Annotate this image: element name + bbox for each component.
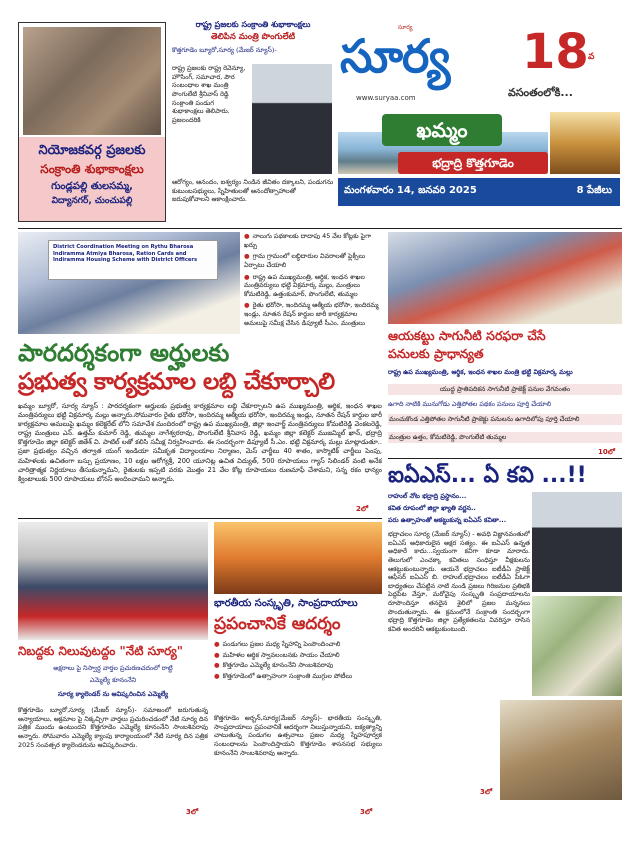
lead-bullets [244,232,382,334]
lower-divider [18,518,382,519]
lead-bullet: ● రాష్ట్ర ఉప ముఖ్యమంత్రి, ఆర్థిక, ఇంధన శాఖల మంత్రివర్యులు భట్టి విక్రమార్క మల్లు, మంత్రులు కోమటిరెడ్డి, ఉత్తంకుమార్, పొంగులేటి, తుమ్మల [244,273,382,299]
lead-headline-1: పారదర్శకంగా అర్హులకు [18,339,230,367]
ias-page-ref[interactable]: 3లో [480,788,493,796]
culture-bullet: ● మహిళల ఆర్థిక స్వావలంబనకు సాయం చేయాలి [214,651,382,660]
lead-headline-2: ప్రభుత్వ కార్యక్రమాల లబ్ది చేకూర్చాలి [18,369,335,395]
left-ad [18,22,166,222]
issue-date: మంగళవారం 14, జనవరి 2025 [344,185,477,196]
ad-photo [23,27,161,135]
culture-body: కొత్తగూడెం అర్బన్,సూర్య(మేజర్ న్యూస్)- భారతీయ సంస్కృతి, సాంప్రదాయాలు ప్రపంచానికే ఆదర్శంగా నిలుస్తున్నాయని, ఐక్యత్యాన్ని చాటుతున్న పండుగల ఉత్సవాలు ప్రజల మధ్య స్నేహపూర్వక సంబంధాలను పెంపొందిస్తాయని కొత్తగూడెం శాసనసభ సభ్యులు కూనంనేని సాంబశివరావు అన్నారు. [214,714,382,757]
lead-body: ఖమ్మం బ్యూరో, సూర్య న్యూస్ : పారదర్శకంగా అర్హులకు ప్రభుత్వ కార్యక్రమాల లబ్ది చేకూర్చాలని ఉప ముఖ్యమంత్రి, ఆర్థిక, ఇంధన శాఖల మంత్రివర్యులు భట్టి విక్రమార్క మల్లు అన్నారు.సోమవారం రైతు భరోసా, ఇందిరమ్మ ఆత్మీయ భరోసా, ఇందిరమ్మ ఇండ్లు, నూతన రేషన్ కార్డుల జారీ కార్యక్రమాల అమలుపై ఖమ్మం కలెక్టరేట్ లోని సమావేశ మందిరంలో రాష్ట్ర ఉప ముఖ్యమంత్రి, జిల్లా ఇంచార్జ్ మంత్రివర్యులు కోమటిరెడ్డి వెంకటరెడ్డి, రాష్ట్ర మంత్రులు ఎన్. ఉత్తమ్ కుమార్ రెడ్డి, తుమ్మల నాగేశ్వరరావు, పొంగులేటి శ్రీనివాస రెడ్డి, ఖమ్మం జిల్లా కలెక్టర్ ముజమ్మిల్ ఖాన్, భద్రాద్రి కొత్తగూడెం జిల్లా కలెక్టర్ జితేశ్ వి. పాటిల్ లతో కలిసి సమీక్ష నిర్వహించారు. ఈ సందర్భంగా డిప్యూటీ సీ.ఎం. భట్టి విక్రమార్క మల్లు మాట్లాడుతూ.. ప్రజా ప్రభుత్వం వచ్చిన తర్వాత యంగ్ ఇండియా సమీకృత విద్యాలయాల నిర్మాణం, మెస్ చార్జీలు 40 శాతం, కాస్మొటిక్ చార్జీలు పెంపు, మహిళలకు ఉచితంగా బస్సు ప్రయాణం, 10 లక్షల ఆరోగ్యశ్రీ, 200 యూనిట్ల ఉచిత విద్యుత్, 500 రూపాయలు గ్యాస్ సిలిండర్ వంటి అనేక చారిత్రాత్మక నిర్ణయాలు తీసుకున్నామని, రైతులకు ఇప్పటి వరకు మొత్తం 21 వేల కోట్ల రూపాయలు రుణమాఫీ చేశామని, సన్న రకం ధాన్యం క్వింటాలుకు 500 రూపాయలు బోనస్ అందించామని అన్నారు. [18,402,382,483]
lead-bullet: ● నాలుగు పథకాలకు దాదాపు 45 వేల కోట్లకు పైగా ఖర్చు [244,232,382,249]
ias-officer-photo [532,492,622,592]
logo-big: సూర్య [340,29,450,83]
right-sub-5: మంత్రుల ఉత్తం, కోమటిరెడ్డి, పొంగులేటి తుమ్మల [388,432,622,443]
ias-headline: ఐఏఎస్... ఏ కవి ...!! [388,463,587,488]
edition-banner [382,114,502,146]
culture-bullet: ● కొత్తగూడెంలో ఉత్సాహంగా సంక్రాంతి ముగ్గుల పోటీలు [214,672,382,681]
ad-line-1: నియోజకవర్గ ప్రజలకు [38,143,146,158]
greeting-byline: కొత్తగూడెం బ్యూరో,సూర్య (మేజర్ న్యూస్)- [172,45,277,54]
meeting-photo [18,232,240,334]
ias-body: భద్రాచలం సూర్య (మేజర్ న్యూస్) - అవధి విజ్ఞానవంతులో ఐఏఎస్ అధికారులైన అక్షర సత్యం. ఈ ఐఏఎస్ ఉన్నత అధికారే కాదు...స్వయంగా కవిగా కూడా మారారు. తెలుగులో ఎంచక్కా కవితలు సంధిస్తూ వీక్షకులను ఆకట్టుకుంటున్నారు. ఆయనే భద్రాచలం ఐటీడీఏ ప్రాజెక్ట్ ఆఫీసర్ ఐఏఎస్ బి. రాహుల్.భద్రాచలం ఐటీడీఏ పీఓగా బాధ్యతలు చేపట్టిన నాటి నుండి ప్రజలు గిరిజనుల ప్రతిభకి పెద్దపీట వేస్తూ, మరోవైపు సంస్కృతి సంప్రదాయాలను రూపొందిస్తూ తనదైన శైలిలో ప్రజల మన్ననలు పొందుతున్నారు. ఈ క్రమంలోనే సంక్రాంతి సందర్భంగా భద్రాద్రి కొత్తగూడెం జిల్లా ప్రత్యేకతలను వివరిస్తూ రాసిన కవిత అందరినీ ఆకట్టుకుంటుంది. [388,530,530,634]
calendar-sub-1: అక్షరాలు పై నిస్వార్థ వార్తల ప్రచురణచదంలో రాట్టి [53,664,173,672]
culture-bullet: ● పండుగలు ప్రజల మధ్య స్నేహాన్ని పెంపొందించాలి [214,640,382,649]
logo-small: సూర్య [398,24,413,31]
masthead [338,22,620,210]
meeting-banner [48,240,218,280]
greeting-title-1: రాష్ట్ర ప్రజలకు సంక్రాంతి శుభాకాంక్షలు [195,20,311,29]
banner-line-1: District Coordination Meeting on Rythu Bharosa [53,244,194,250]
right-headline-1: ఆయకట్టు సాగునీటి సరఫరా చేసే [388,328,546,343]
edition-name: ఖమ్మం [416,118,468,142]
lead-page-ref[interactable]: 2లో [356,505,369,513]
right-sub-4: మంచుకొండ ఎత్తిపోతల సాగునీటి ప్రాజెక్టు పనులను ఉగాదిలోపు పూర్తి చేయాలి [388,414,622,425]
page-count: 8 పేజీలు [576,185,612,196]
calendar-sub-3: సూర్య క్యాలెండర్ ను ఆవిష్కరించిన ఎమ్మెల్యే [57,690,169,698]
banner-line-3: Indiramma Housing Scheme with District Officers [53,257,198,263]
ias-photo-2 [532,596,622,696]
calendar-page-ref[interactable]: 3లో [186,808,199,816]
calendar-body: కొత్తగూడెం బ్యూరో,సూర్య (మేజర్ న్యూస్)- సమాజంలో జరుగుతున్న అన్యాయాలు, అక్రమాల పై నిక్కచ్చిగా వార్తలు ప్రచురించడంలో నేటి సూర్య దిన పత్రిక ముందు ఉంటుందని కొత్తగూడెం ఎమ్మెల్యే కూనంనేని సాంబశివరావు అన్నారు. సోమవారం ఎమ్మెల్యే క్యాంపు కార్యాలయంలో నేటి సూర్య దిన పత్రిక 2025 సంవత్సర క్యాలెండరును ఆవిష్కరించారు. [18,706,208,749]
right-sub-2: యుద్ధ ప్రాతిపదికన సాగునీటి ప్రాజెక్ట్ పనుల వేగవంతం [388,384,622,395]
right-page-ref[interactable]: 10లో [598,448,615,456]
mid-divider [388,458,622,459]
calendar-sub-2: ఎమ్మెల్యే కూనంనేని [89,676,137,684]
ad-text-block [19,137,165,221]
subedition-name: భద్రాద్రి కొత్తగూడెం [432,156,514,170]
greeting-title-2: తెలిపిన మంత్రి పొంగులేటి [210,32,296,42]
culture-headline-1: భారతీయ సంస్కృతి, సాంప్రదాయాలు [214,598,358,609]
greeting-body-full: ఆరోగ్యం, ఆనందం, ఐశ్వర్యం నిండిన జీవితం దక్కాలని, పండుగను కుటుంబసభ్యులు, స్నేహితులతో ఆనందోత్సాహాలతో జరుపుకోవాలని ఆకాంక్షించారు. [172,178,334,204]
anniv-number: 18 [522,24,589,80]
culture-page-ref[interactable]: 3లో [360,808,373,816]
greeting-body-col: రాష్ట్ర ప్రజలకు రాష్ట్ర రెవెన్యూ, హౌసింగ్, సమాచార, పౌర సంబంధాల శాఖ మంత్రి పొంగులేటి శ్రీనివాస్ రెడ్డి సంక్రాంతి పండుగ శుభాకాంక్షలు తెలిపారు. ప్రజలందరికి [172,64,246,124]
ad-line-3: గుండ్లపల్లి తులసమ్మ, [51,181,133,193]
right-sub-1: రాష్ట్ర ఉప ముఖ్యమంత్రి, ఆర్థిక, ఇంధన శాఖల మంత్రి భట్టి విక్రమార్క మల్లు [388,368,573,376]
irrigation-photo [388,232,622,324]
temple-photo [550,112,620,174]
greeting-article [172,20,334,225]
culture-headline-2: ప్రపంచానికే ఆదర్శం [214,614,341,634]
culture-photo [214,522,382,594]
anniv-text: వసంతంలోకి... [508,86,573,99]
ias-deck-1: రాహుల్ నోట భద్రాద్రి ప్రస్థానం... [388,492,467,500]
ias-deck-2: కవిత రూపంలో జిల్లా ఖ్యాతి వర్ణన.. [388,504,476,512]
culture-bullets [214,640,382,681]
anniv-suffix: వ [588,52,595,62]
lead-bullet: ● రైతు భరోసా, ఇందిరమ్మ ఆత్మీయ భరోసా, ఇందిరమ్మ ఇండ్లు, నూతన రేషన్ కార్డుల జారీ కార్యక్రమాల అమలుపై సమీక్ష చేసిన డిప్యూటీ సీఎం, మంత్రులు [244,301,382,327]
top-divider [18,228,622,229]
ias-photo-3 [500,700,622,800]
calendar-headline: నిబద్దకు నిలువుటద్దం "నేటి సూర్య" [18,644,183,658]
right-sub-3: ఉగాది నాటికి మునుగోడు ఎత్తిపోతల పథకం పనులు పూర్తి చేయాలి [388,400,552,408]
calendar-photo [18,522,208,640]
minister-photo [252,64,332,174]
ias-deck-3: పరు ఉత్సాహంతో ఆకట్టుకున్న ఐఏఎస్ కవితా... [388,516,507,524]
ad-line-2: సంక్రాంతి శుభాకాంక్షలు [40,162,144,177]
ad-line-4: విద్యానగర్, చుంచుపల్లి [51,195,133,206]
website-text: www.suryaa.com [356,94,416,102]
lead-bullet: ● గ్రామ గ్రామంలో లబ్ధిదారుల వివరాలతో ఫ్లెక్సీలు ఏర్పాటు చేయాలి [244,252,382,269]
banner-line-2: Indiramma Atmiya Bharosa, Ration Cards and [53,250,187,257]
culture-bullet: ● కొత్తగూడెం ఎమ్మెల్యే కూనంనేని సాంబశివరావు [214,661,382,670]
date-strip [338,178,620,206]
subedition-banner [398,152,548,174]
right-headline-2: పనులకు ప్రాధాన్యత [388,346,484,361]
